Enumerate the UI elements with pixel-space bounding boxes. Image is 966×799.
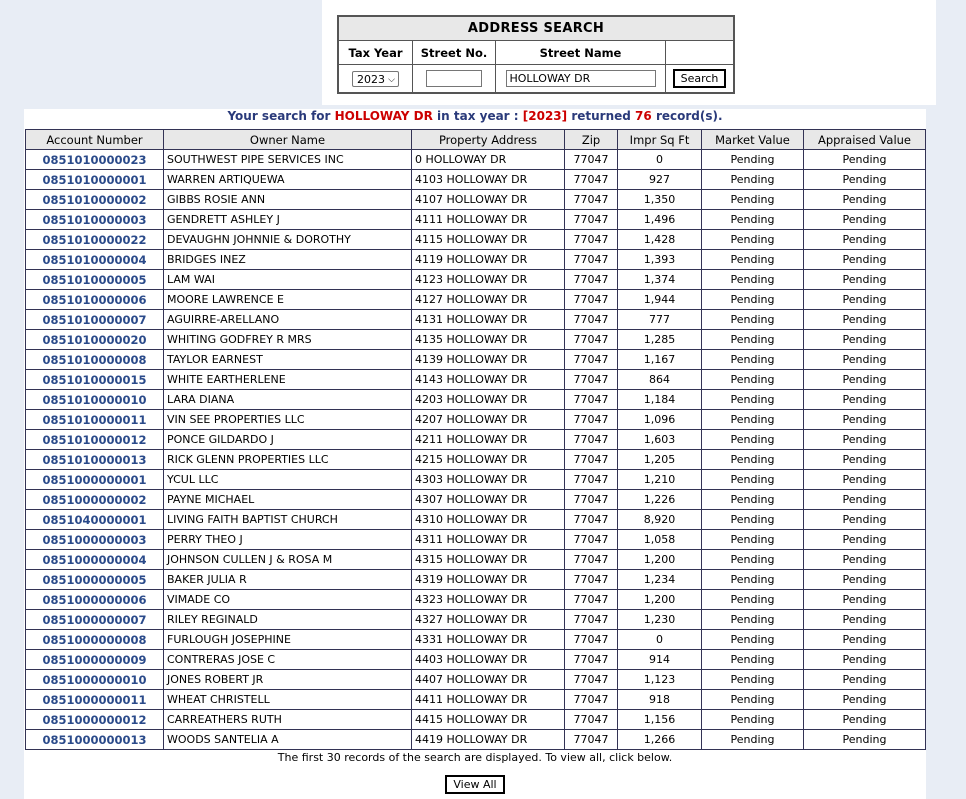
zip-cell: 77047 [565, 290, 618, 310]
appraised-value-cell: Pending [804, 570, 926, 590]
appraised-value-cell: Pending [804, 250, 926, 270]
zip-cell: 77047 [565, 170, 618, 190]
impr-sq-ft-cell: 1,266 [618, 730, 702, 750]
col-header-market-value[interactable]: Market Value [702, 130, 804, 150]
zip-cell: 77047 [565, 330, 618, 350]
market-value-cell: Pending [702, 550, 804, 570]
zip-cell: 77047 [565, 370, 618, 390]
appraised-value-cell: Pending [804, 590, 926, 610]
owner-name-cell: PONCE GILDARDO J [164, 430, 412, 450]
col-header-zip[interactable]: Zip [565, 130, 618, 150]
address-search-form [337, 15, 735, 94]
zip-cell: 77047 [565, 270, 618, 290]
results-body [26, 150, 926, 750]
account-number-link[interactable]: 0851000000010 [26, 670, 164, 690]
owner-name-cell: AGUIRRE-ARELLANO [164, 310, 412, 330]
appraised-value-cell: Pending [804, 470, 926, 490]
account-number-link[interactable]: 0851000000002 [26, 490, 164, 510]
owner-name-cell: GIBBS ROSIE ANN [164, 190, 412, 210]
market-value-cell: Pending [702, 650, 804, 670]
tax-year-label: Tax Year [338, 41, 413, 65]
account-number-link[interactable]: 0851010000008 [26, 350, 164, 370]
account-number-link[interactable]: 0851000000003 [26, 530, 164, 550]
zip-cell: 77047 [565, 310, 618, 330]
appraised-value-cell: Pending [804, 270, 926, 290]
market-value-cell: Pending [702, 510, 804, 530]
tax-year-select[interactable] [352, 71, 399, 87]
zip-cell: 77047 [565, 150, 618, 170]
impr-sq-ft-cell: 8,920 [618, 510, 702, 530]
impr-sq-ft-cell: 1,230 [618, 610, 702, 630]
zip-cell: 77047 [565, 450, 618, 470]
appraised-value-cell: Pending [804, 690, 926, 710]
market-value-cell: Pending [702, 170, 804, 190]
owner-name-cell: RILEY REGINALD [164, 610, 412, 630]
market-value-cell: Pending [702, 150, 804, 170]
account-number-link[interactable]: 0851000000008 [26, 630, 164, 650]
table-row [26, 670, 926, 690]
account-number-link[interactable]: 0851010000006 [26, 290, 164, 310]
blank-header-cell [666, 41, 735, 65]
owner-name-cell: VIN SEE PROPERTIES LLC [164, 410, 412, 430]
street-name-input[interactable] [506, 70, 656, 87]
market-value-cell: Pending [702, 670, 804, 690]
account-number-link[interactable]: 0851010000003 [26, 210, 164, 230]
impr-sq-ft-cell: 1,200 [618, 590, 702, 610]
zip-cell: 77047 [565, 550, 618, 570]
zip-cell: 77047 [565, 570, 618, 590]
appraised-value-cell: Pending [804, 650, 926, 670]
property-address-cell: 4407 HOLLOWAY DR [412, 670, 565, 690]
zip-cell: 77047 [565, 350, 618, 370]
account-number-link[interactable]: 0851000000013 [26, 730, 164, 750]
table-row [26, 350, 926, 370]
zip-cell: 77047 [565, 210, 618, 230]
property-address-cell: 4403 HOLLOWAY DR [412, 650, 565, 670]
col-header-account-number[interactable]: Account Number [26, 130, 164, 150]
appraised-value-cell: Pending [804, 550, 926, 570]
zip-cell: 77047 [565, 530, 618, 550]
property-address-cell: 0 HOLLOWAY DR [412, 150, 565, 170]
table-row [26, 730, 926, 750]
owner-name-cell: RICK GLENN PROPERTIES LLC [164, 450, 412, 470]
property-address-cell: 4310 HOLLOWAY DR [412, 510, 565, 530]
property-address-cell: 4203 HOLLOWAY DR [412, 390, 565, 410]
appraised-value-cell: Pending [804, 730, 926, 750]
owner-name-cell: BRIDGES INEZ [164, 250, 412, 270]
zip-cell: 77047 [565, 430, 618, 450]
appraised-value-cell: Pending [804, 350, 926, 370]
market-value-cell: Pending [702, 470, 804, 490]
impr-sq-ft-cell: 1,603 [618, 430, 702, 450]
account-number-link[interactable]: 0851010000010 [26, 390, 164, 410]
street-name-cell [496, 65, 666, 94]
zip-cell: 77047 [565, 650, 618, 670]
market-value-cell: Pending [702, 270, 804, 290]
account-number-link[interactable]: 0851000000007 [26, 610, 164, 630]
market-value-cell: Pending [702, 330, 804, 350]
summary-middle: in tax year : [437, 109, 519, 123]
summary-count: 76 [635, 109, 652, 123]
account-number-link[interactable]: 0851000000004 [26, 550, 164, 570]
appraised-value-cell: Pending [804, 630, 926, 650]
market-value-cell: Pending [702, 430, 804, 450]
market-value-cell: Pending [702, 490, 804, 510]
impr-sq-ft-cell: 1,428 [618, 230, 702, 250]
summary-returned: returned [571, 109, 631, 123]
impr-sq-ft-cell: 1,096 [618, 410, 702, 430]
market-value-cell: Pending [702, 590, 804, 610]
table-row [26, 370, 926, 390]
property-address-cell: 4135 HOLLOWAY DR [412, 330, 565, 350]
appraised-value-cell: Pending [804, 410, 926, 430]
impr-sq-ft-cell: 1,210 [618, 470, 702, 490]
account-number-link[interactable]: 0851010000013 [26, 450, 164, 470]
appraised-value-cell: Pending [804, 610, 926, 630]
appraised-value-cell: Pending [804, 510, 926, 530]
market-value-cell: Pending [702, 190, 804, 210]
owner-name-cell: LARA DIANA [164, 390, 412, 410]
account-number-link[interactable]: 0851000000009 [26, 650, 164, 670]
zip-cell: 77047 [565, 230, 618, 250]
appraised-value-cell: Pending [804, 430, 926, 450]
market-value-cell: Pending [702, 390, 804, 410]
account-number-link[interactable]: 0851010000023 [26, 150, 164, 170]
property-address-cell: 4323 HOLLOWAY DR [412, 590, 565, 610]
account-number-link[interactable]: 0851010000004 [26, 250, 164, 270]
table-row [26, 270, 926, 290]
property-address-cell: 4131 HOLLOWAY DR [412, 310, 565, 330]
table-row [26, 210, 926, 230]
impr-sq-ft-cell: 1,156 [618, 710, 702, 730]
property-address-cell: 4207 HOLLOWAY DR [412, 410, 565, 430]
owner-name-cell: YCUL LLC [164, 470, 412, 490]
market-value-cell: Pending [702, 630, 804, 650]
impr-sq-ft-cell: 1,496 [618, 210, 702, 230]
table-row [26, 250, 926, 270]
market-value-cell: Pending [702, 370, 804, 390]
owner-name-cell: LAM WAI [164, 270, 412, 290]
street-no-cell [413, 65, 496, 94]
market-value-cell: Pending [702, 290, 804, 310]
table-row [26, 310, 926, 330]
owner-name-cell: WARREN ARTIQUEWA [164, 170, 412, 190]
market-value-cell: Pending [702, 530, 804, 550]
table-row [26, 510, 926, 530]
zip-cell: 77047 [565, 670, 618, 690]
market-value-cell: Pending [702, 570, 804, 590]
market-value-cell: Pending [702, 710, 804, 730]
impr-sq-ft-cell: 1,285 [618, 330, 702, 350]
property-address-cell: 4319 HOLLOWAY DR [412, 570, 565, 590]
table-row [26, 690, 926, 710]
appraised-value-cell: Pending [804, 170, 926, 190]
account-number-link[interactable]: 0851010000001 [26, 170, 164, 190]
col-header-impr-sq-ft[interactable]: Impr Sq Ft [618, 130, 702, 150]
footer-note: The first 30 records of the search are displayed. To view all, click below. [277, 751, 673, 764]
market-value-cell: Pending [702, 690, 804, 710]
table-row [26, 330, 926, 350]
account-number-link[interactable]: 0851010000020 [26, 330, 164, 350]
impr-sq-ft-cell: 1,205 [618, 450, 702, 470]
market-value-cell: Pending [702, 210, 804, 230]
appraised-value-cell: Pending [804, 310, 926, 330]
table-row [26, 170, 926, 190]
results-panel [24, 109, 926, 799]
impr-sq-ft-cell: 1,350 [618, 190, 702, 210]
account-number-link[interactable]: 0851000000006 [26, 590, 164, 610]
table-row [26, 630, 926, 650]
table-row [26, 410, 926, 430]
table-row [26, 450, 926, 470]
account-number-link[interactable]: 0851010000015 [26, 370, 164, 390]
account-number-link[interactable]: 0851000000012 [26, 710, 164, 730]
zip-cell: 77047 [565, 250, 618, 270]
zip-cell: 77047 [565, 710, 618, 730]
appraised-value-cell: Pending [804, 530, 926, 550]
account-number-link[interactable]: 0851010000012 [26, 430, 164, 450]
impr-sq-ft-cell: 1,234 [618, 570, 702, 590]
owner-name-cell: TAYLOR EARNEST [164, 350, 412, 370]
impr-sq-ft-cell: 0 [618, 630, 702, 650]
street-no-input[interactable] [426, 70, 482, 87]
owner-name-cell: JONES ROBERT JR [164, 670, 412, 690]
zip-cell: 77047 [565, 730, 618, 750]
impr-sq-ft-cell: 1,167 [618, 350, 702, 370]
owner-name-cell: WHITING GODFREY R MRS [164, 330, 412, 350]
impr-sq-ft-cell: 1,944 [618, 290, 702, 310]
account-number-link[interactable]: 0851010000005 [26, 270, 164, 290]
market-value-cell: Pending [702, 310, 804, 330]
property-address-cell: 4111 HOLLOWAY DR [412, 210, 565, 230]
property-address-cell: 4115 HOLLOWAY DR [412, 230, 565, 250]
market-value-cell: Pending [702, 450, 804, 470]
appraised-value-cell: Pending [804, 330, 926, 350]
appraised-value-cell: Pending [804, 450, 926, 470]
col-header-owner-name[interactable]: Owner Name [164, 130, 412, 150]
owner-name-cell: WOODS SANTELIA A [164, 730, 412, 750]
table-row [26, 590, 926, 610]
property-address-cell: 4143 HOLLOWAY DR [412, 370, 565, 390]
zip-cell: 77047 [565, 190, 618, 210]
property-address-cell: 4411 HOLLOWAY DR [412, 690, 565, 710]
tax-year-value: 2023 [357, 72, 385, 86]
owner-name-cell: VIMADE CO [164, 590, 412, 610]
summary-prefix: Your search for [227, 109, 331, 123]
property-address-cell: 4331 HOLLOWAY DR [412, 630, 565, 650]
zip-cell: 77047 [565, 690, 618, 710]
address-search-title: ADDRESS SEARCH [338, 16, 734, 41]
appraised-value-cell: Pending [804, 670, 926, 690]
owner-name-cell: PAYNE MICHAEL [164, 490, 412, 510]
property-address-cell: 4303 HOLLOWAY DR [412, 470, 565, 490]
market-value-cell: Pending [702, 250, 804, 270]
appraised-value-cell: Pending [804, 370, 926, 390]
zip-cell: 77047 [565, 410, 618, 430]
owner-name-cell: LIVING FAITH BAPTIST CHURCH [164, 510, 412, 530]
zip-cell: 77047 [565, 490, 618, 510]
account-number-link[interactable]: 0851000000001 [26, 470, 164, 490]
property-address-cell: 4311 HOLLOWAY DR [412, 530, 565, 550]
impr-sq-ft-cell: 1,393 [618, 250, 702, 270]
account-number-link[interactable]: 0851010000022 [26, 230, 164, 250]
table-row [26, 570, 926, 590]
property-address-cell: 4103 HOLLOWAY DR [412, 170, 565, 190]
summary-year: [2023] [522, 109, 568, 123]
view-all-container [24, 775, 926, 794]
impr-sq-ft-cell: 1,058 [618, 530, 702, 550]
appraised-value-cell: Pending [804, 710, 926, 730]
property-address-cell: 4123 HOLLOWAY DR [412, 270, 565, 290]
table-row [26, 150, 926, 170]
table-row [26, 190, 926, 210]
appraised-value-cell: Pending [804, 290, 926, 310]
appraised-value-cell: Pending [804, 150, 926, 170]
owner-name-cell: DEVAUGHN JOHNNIE & DOROTHY [164, 230, 412, 250]
property-address-cell: 4419 HOLLOWAY DR [412, 730, 565, 750]
property-address-cell: 4211 HOLLOWAY DR [412, 430, 565, 450]
table-row [26, 430, 926, 450]
market-value-cell: Pending [702, 350, 804, 370]
street-no-label: Street No. [413, 41, 496, 65]
street-name-label: Street Name [496, 41, 666, 65]
owner-name-cell: FURLOUGH JOSEPHINE [164, 630, 412, 650]
account-number-link[interactable]: 0851010000007 [26, 310, 164, 330]
appraised-value-cell: Pending [804, 230, 926, 250]
impr-sq-ft-cell: 864 [618, 370, 702, 390]
search-summary [24, 108, 926, 128]
property-address-cell: 4107 HOLLOWAY DR [412, 190, 565, 210]
impr-sq-ft-cell: 0 [618, 150, 702, 170]
impr-sq-ft-cell: 914 [618, 650, 702, 670]
appraised-value-cell: Pending [804, 190, 926, 210]
account-number-link[interactable]: 0851010000002 [26, 190, 164, 210]
account-number-link[interactable]: 0851040000001 [26, 510, 164, 530]
results-table [25, 129, 926, 750]
zip-cell: 77047 [565, 510, 618, 530]
impr-sq-ft-cell: 1,200 [618, 550, 702, 570]
account-number-link[interactable]: 0851000000005 [26, 570, 164, 590]
chevron-down-icon: ⌵ [388, 74, 395, 85]
property-address-cell: 4215 HOLLOWAY DR [412, 450, 565, 470]
zip-cell: 77047 [565, 390, 618, 410]
owner-name-cell: MOORE LAWRENCE E [164, 290, 412, 310]
view-all-button[interactable]: View All [445, 775, 504, 794]
market-value-cell: Pending [702, 610, 804, 630]
summary-suffix: record(s). [655, 109, 723, 123]
col-header-property-address[interactable]: Property Address [412, 130, 565, 150]
summary-street: HOLLOWAY DR [334, 109, 433, 123]
appraised-value-cell: Pending [804, 490, 926, 510]
owner-name-cell: BAKER JULIA R [164, 570, 412, 590]
owner-name-cell: JOHNSON CULLEN J & ROSA M [164, 550, 412, 570]
impr-sq-ft-cell: 777 [618, 310, 702, 330]
tax-year-cell [338, 65, 413, 94]
impr-sq-ft-cell: 1,374 [618, 270, 702, 290]
zip-cell: 77047 [565, 610, 618, 630]
col-header-appraised-value[interactable]: Appraised Value [804, 130, 926, 150]
market-value-cell: Pending [702, 230, 804, 250]
impr-sq-ft-cell: 927 [618, 170, 702, 190]
property-address-cell: 4119 HOLLOWAY DR [412, 250, 565, 270]
address-search-panel [322, 0, 936, 105]
zip-cell: 77047 [565, 630, 618, 650]
property-address-cell: 4307 HOLLOWAY DR [412, 490, 565, 510]
owner-name-cell: PERRY THEO J [164, 530, 412, 550]
property-address-cell: 4315 HOLLOWAY DR [412, 550, 565, 570]
property-address-cell: 4127 HOLLOWAY DR [412, 290, 565, 310]
property-address-cell: 4139 HOLLOWAY DR [412, 350, 565, 370]
owner-name-cell: CONTRERAS JOSE C [164, 650, 412, 670]
search-button[interactable]: Search [673, 69, 727, 88]
table-row [26, 230, 926, 250]
property-address-cell: 4327 HOLLOWAY DR [412, 610, 565, 630]
appraised-value-cell: Pending [804, 390, 926, 410]
owner-name-cell: CARREATHERS RUTH [164, 710, 412, 730]
zip-cell: 77047 [565, 590, 618, 610]
table-row [26, 610, 926, 630]
table-row [26, 290, 926, 310]
account-number-link[interactable]: 0851010000011 [26, 410, 164, 430]
impr-sq-ft-cell: 1,226 [618, 490, 702, 510]
owner-name-cell: WHITE EARTHERLENE [164, 370, 412, 390]
table-row [26, 390, 926, 410]
impr-sq-ft-cell: 918 [618, 690, 702, 710]
table-header-row [26, 130, 926, 150]
property-address-cell: 4415 HOLLOWAY DR [412, 710, 565, 730]
zip-cell: 77047 [565, 470, 618, 490]
owner-name-cell: GENDRETT ASHLEY J [164, 210, 412, 230]
market-value-cell: Pending [702, 410, 804, 430]
table-row [26, 550, 926, 570]
impr-sq-ft-cell: 1,184 [618, 390, 702, 410]
impr-sq-ft-cell: 1,123 [618, 670, 702, 690]
market-value-cell: Pending [702, 730, 804, 750]
table-row [26, 650, 926, 670]
owner-name-cell: WHEAT CHRISTELL [164, 690, 412, 710]
table-row [26, 470, 926, 490]
account-number-link[interactable]: 0851000000011 [26, 690, 164, 710]
table-row [26, 710, 926, 730]
table-row [26, 530, 926, 550]
owner-name-cell: SOUTHWEST PIPE SERVICES INC [164, 150, 412, 170]
search-button-cell [666, 65, 735, 94]
table-row [26, 490, 926, 510]
appraised-value-cell: Pending [804, 210, 926, 230]
